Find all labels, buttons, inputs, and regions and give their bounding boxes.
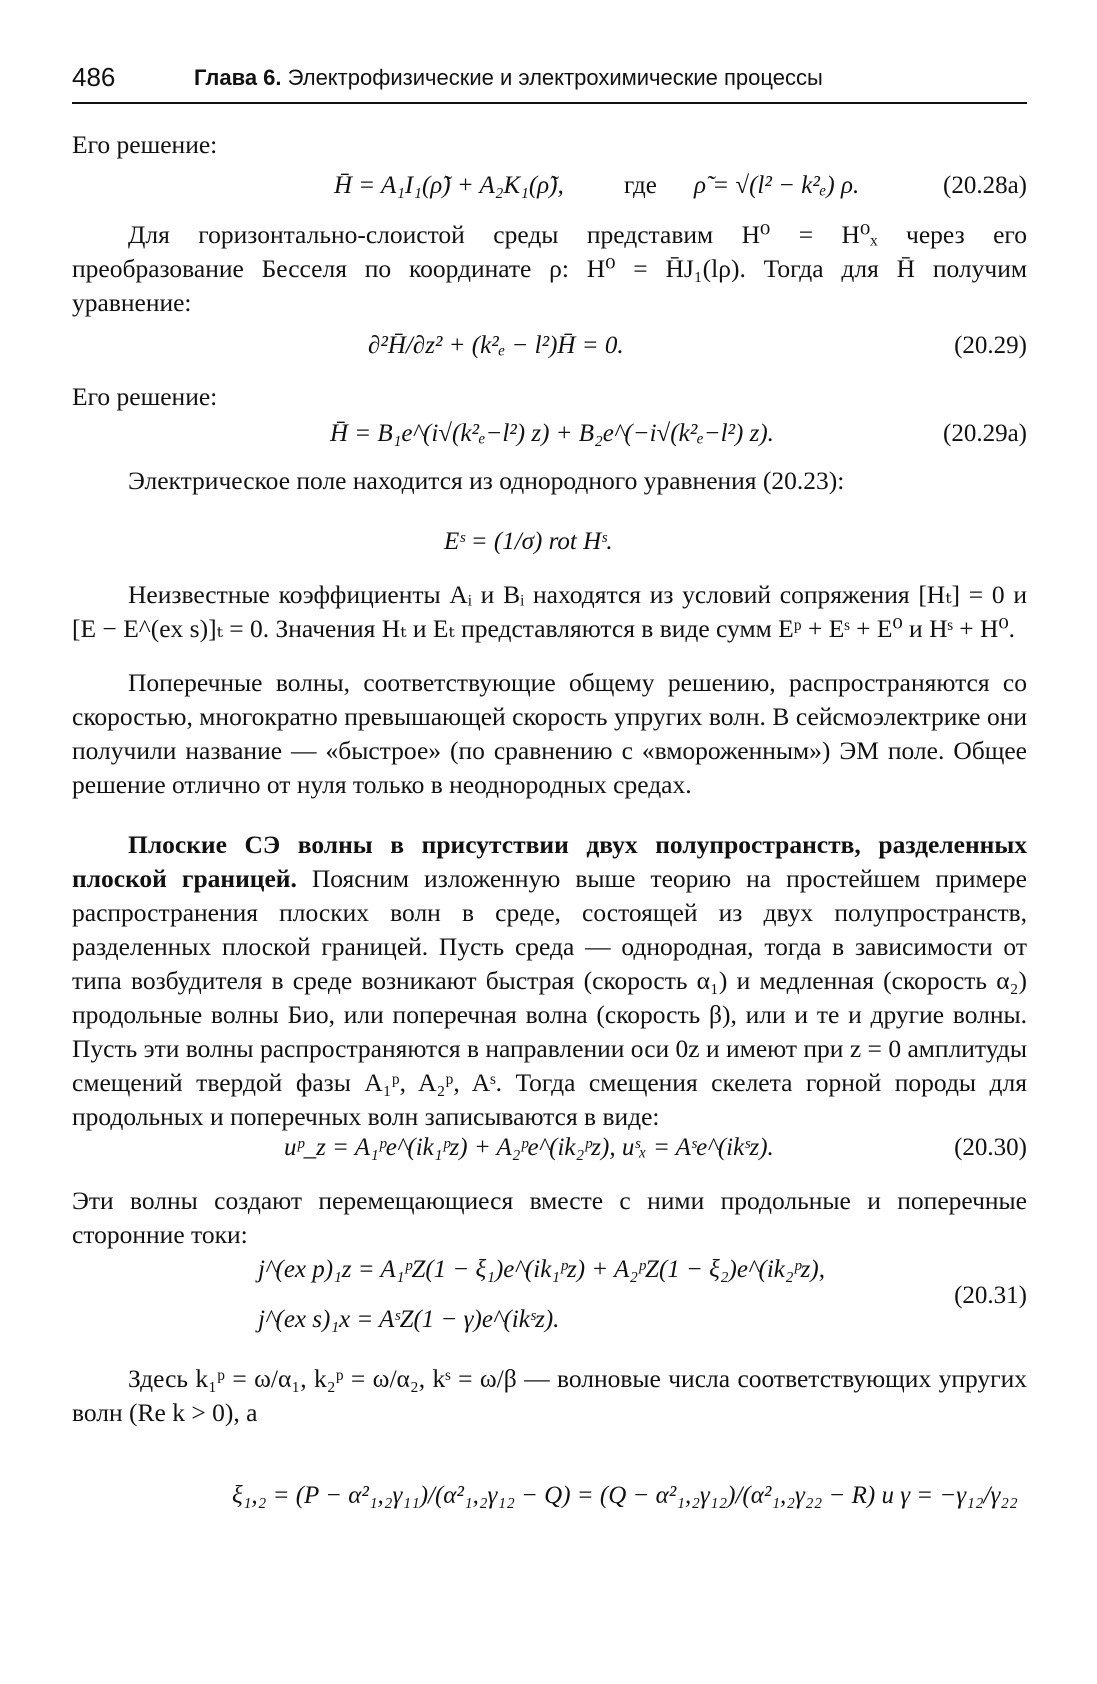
- equation-xi-gamma: [72, 1470, 1027, 1540]
- equation-20-30: [72, 1134, 1027, 1174]
- equation-number: (20.31): [954, 1282, 1027, 1309]
- equation-body: ξ₁,₂ = (P − α²₁,₂γ₁₁)/(α²₁,₂γ₁₂ − Q) = (Q − α²₁,₂γ₁₂)/(α²₁,₂γ₂₂ − R) и γ = −γ₁₂/γ₂₂: [232, 1482, 1018, 1509]
- equation-body: ∂²H̄/∂z² + (k²ₑ − l²)H̄ = 0.: [368, 332, 624, 359]
- equation-body: uᵖ_z = A₁ᵖe^(ik₁ᵖz) + A₂ᵖe^(ik₂ᵖz), uˢₓ = Aˢe^(ikˢz).: [284, 1134, 774, 1161]
- equation-lhs: H̄ = A₁I₁(ρ̃) + A₂K₁(ρ̃),: [334, 172, 564, 199]
- paragraph-5: Неизвестные коэффициенты Aᵢ и Bᵢ находятся из условий сопряжения [Hₜ] = 0 и [E − E^(ex s)]ₜ = 0. Значения Hₜ и Eₜ представляются в виде сумм Eᵖ + Eˢ + E⁰ и Hˢ + H⁰.: [72, 580, 1027, 643]
- page-number: 486: [72, 62, 116, 92]
- paragraph-8: Эти волны создают перемещающиеся вместе с ними продольные и поперечные сторонние токи:: [72, 1186, 1027, 1249]
- equation-rhs: ρ̃ = √(l² − k²ₑ) ρ.: [694, 172, 860, 199]
- chapter-name: Электрофизические и электрохимические процессы: [287, 65, 823, 90]
- section-heading: Плоские СЭ волны в присутствии двух полупространств, разделенных плоской границей.: [72, 830, 1027, 893]
- chapter-title: [194, 65, 823, 91]
- equation-number: (20.29): [954, 332, 1027, 359]
- equation-20-29: [72, 318, 1027, 388]
- equation-line-2: j^(ex s)₁x = AˢZ(1 − γ)e^(ikˢz).: [258, 1306, 560, 1333]
- paragraph-4: Электрическое поле находится из однородного уравнения (20.23):: [128, 466, 845, 495]
- equation-field: [72, 518, 1027, 578]
- equation-line-1: j^(ex p)₁z = A₁ᵖZ(1 − ξ₁)e^(ik₁ᵖz) + A₂ᵖZ(1 − ξ₂)e^(ik₂ᵖz),: [258, 1256, 825, 1283]
- equation-20-29a: [72, 420, 1027, 460]
- equation-body: H̄ = B₁e^(i√(k²ₑ−l²) z) + B₂e^(−i√(k²ₑ−l²) z).: [330, 420, 774, 447]
- equation-number: (20.30): [954, 1134, 1027, 1161]
- running-header: [72, 62, 1027, 104]
- equation-body: Eˢ = (1/σ) rot Hˢ.: [444, 528, 613, 555]
- equation-where: где: [624, 172, 657, 199]
- paragraph-9: Здесь k₁ᵖ = ω/α₁, k₂ᵖ = ω/α₂, kˢ = ω/β — волновые числа соответствующих упругих волн (Re k > 0), а: [72, 1364, 1027, 1427]
- paragraph-3: Его решение:: [72, 382, 218, 411]
- equation-20-31: [72, 1256, 1027, 1356]
- paragraph-7-body: Поясним изложенную выше теорию на простейшем примере распространения плоских волн в среде, состоящей из двух полупространств, разделенных плоской границей. Пусть среда — однородная, тогда в зависимости от типа возбудителя в среде возникают быстрая (скорость α₁) и медленная (скорость α₂) продольные волны Био, или поперечная волна (скорость β), или и те и другие волны. Пусть эти волны распространяются в направлении оси 0z и имеют при z = 0 амплитуды смещений твердой фазы A₁ᵖ, A₂ᵖ, Aˢ. Тогда смещения скелета горной породы для продольных и поперечных волн записываются в виде:: [72, 864, 1027, 1131]
- paragraph-2: Для горизонтально-слоистой среды представим H⁰ = H⁰ₓ через его преобразование Бесселя по координате ρ: H⁰ = H̄J₁(lρ). Тогда для H̄ получим уравнение:: [72, 220, 1027, 317]
- equation-number: (20.29a): [943, 420, 1027, 447]
- equation-20-28a: [72, 172, 1027, 212]
- paragraph-7: [72, 828, 1027, 1134]
- equation-number: (20.28a): [943, 172, 1027, 199]
- paragraph-6: Поперечные волны, соответствующие общему решению, распространяются со скоростью, многократно превышающей скорость упругих волн. В сейсмоэлектрике они получили название — «быстрое» (по сравнению с «вмороженным») ЭМ поле. Общее решение отлично от нуля только в неоднородных средах.: [72, 668, 1027, 799]
- paragraph-1: Его решение:: [72, 130, 218, 159]
- chapter-label: Глава 6.: [194, 65, 282, 90]
